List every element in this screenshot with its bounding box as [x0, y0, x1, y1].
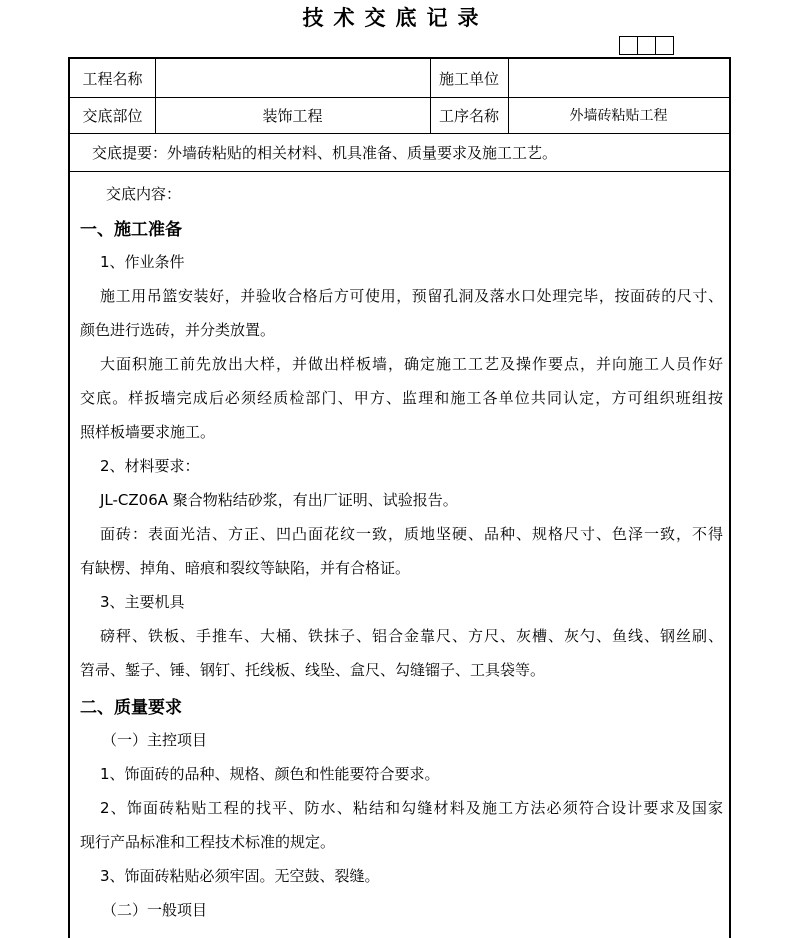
section-heading: 一、施工准备 — [80, 220, 182, 240]
process-label: 工序名称 — [438, 106, 499, 125]
paragraph-line: 大面积施工前先放出大样，并做出样板墙，确定施工工艺及操作要点，并向施工人员作好 — [100, 355, 723, 373]
summary-text: 交底提要：外墙砖粘贴的相关材料、机具准备、质量要求及施工工艺。 — [92, 143, 558, 162]
paragraph-line: 磅秤、铁板、手推车、大桶、铁抹子、铝合金靠尺、方尺、灰槽、灰勺、鱼线、钢丝刷、 — [100, 627, 723, 645]
paragraph-line: 施工用吊篮安装好，并验收合格后方可使用，预留孔洞及落水口处理完毕，按面砖的尺寸、 — [100, 287, 723, 305]
process-value: 外墙砖粘贴工程 — [569, 108, 668, 124]
paragraph-line: 有缺楞、掉角、暗痕和裂纹等缺陷，并有合格证。 — [80, 559, 411, 577]
record-number-box — [619, 36, 638, 55]
paragraph-line: 面砖：表面光洁、方正、凹凸面花纹一致，质地坚硬、品种、规格尺寸、色泽一致，不得 — [100, 525, 723, 543]
paragraph-line: JL-CZ06A 聚合物粘结砂浆，有出厂证明、试验报告。 — [100, 491, 458, 509]
subsection-heading: 2、材料要求： — [100, 457, 200, 475]
paragraph-line: 现行产品标准和工程技术标准的规定。 — [80, 833, 336, 851]
paragraph-line: 2、饰面砖粘贴工程的找平、防水、粘结和勾缝材料及施工方法必须符合设计要求及国家 — [100, 799, 723, 817]
paragraph-line: 交底。样扳墙完成后必须经质检部门、甲方、监理和施工各单位共同认定，方可组织班组按 — [80, 389, 723, 407]
project-name-label: 工程名称 — [82, 69, 143, 88]
record-number-box — [637, 36, 656, 55]
section-value: 装饰工程 — [262, 106, 323, 125]
section-label: 交底部位 — [82, 106, 143, 125]
subsection-heading: （二）一般项目 — [102, 901, 208, 919]
table-divider — [70, 171, 729, 172]
construction-unit-value — [508, 59, 729, 97]
section-heading: 二、质量要求 — [80, 698, 182, 718]
record-number-box — [655, 36, 674, 55]
record-table — [68, 57, 731, 938]
paragraph-line: 3、饰面砖粘贴必须牢固。无空鼓、裂缝。 — [100, 867, 380, 885]
paragraph-line: 笤帚、錾子、锤、钢钉、托线板、线坠、盒尺、勾缝镏子、工具袋等。 — [80, 661, 546, 679]
content-intro: 交底内容： — [106, 185, 182, 203]
paragraph-line: 照样板墙要求施工。 — [80, 423, 216, 441]
paragraph-line: 1、饰面砖的品种、规格、颜色和性能要符合要求。 — [100, 765, 440, 783]
subsection-heading: （一）主控项目 — [102, 731, 208, 749]
record-number-boxes — [620, 36, 674, 55]
subsection-heading: 3、主要机具 — [100, 593, 185, 611]
paragraph-line: 颜色进行选砖，并分类放置。 — [80, 321, 276, 339]
subsection-heading: 1、作业条件 — [100, 253, 185, 271]
construction-unit-label: 施工单位 — [438, 69, 499, 88]
project-name-value — [155, 59, 430, 97]
document-title: 技术交底记录 — [302, 5, 489, 30]
